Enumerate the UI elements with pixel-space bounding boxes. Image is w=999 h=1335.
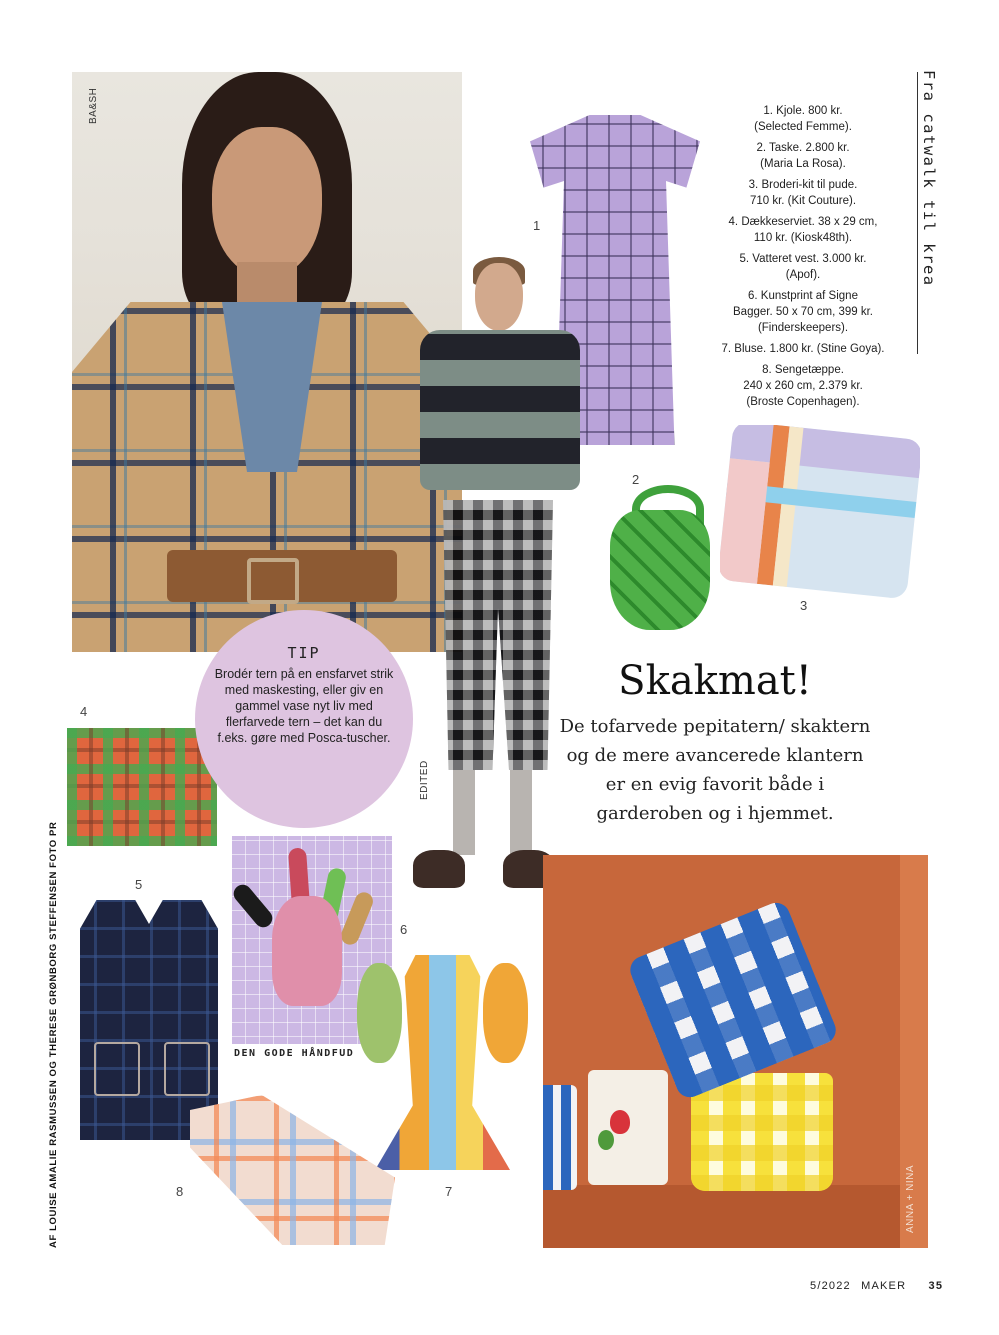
item-number-5: 5 xyxy=(135,877,143,892)
tip-box xyxy=(195,610,413,828)
headline: Skakmat! xyxy=(618,658,812,704)
photo-credit-main: BA&SH xyxy=(88,87,99,124)
runway-leg-right xyxy=(510,770,532,855)
vest-pocket-left xyxy=(94,1042,140,1096)
mugs-photo xyxy=(543,855,928,1248)
item-number-3: 3 xyxy=(800,598,808,613)
belt-buckle xyxy=(247,558,299,604)
tip-text: Brodér tern på en ensfarvet strik med maskesting, eller giv en gammel vase nyt liv med flerfarvede tern – det kan du f.eks. gøre med Posca-tuscher. xyxy=(214,667,394,745)
issue-number: 5/2022 xyxy=(810,1280,851,1292)
author-credit: AF LOUISE AMALIE RASMUSSEN OG THERESE GRØNBORG STEFFENSEN FOTO PR xyxy=(48,821,59,1248)
vest-pocket-right xyxy=(164,1042,210,1096)
yellow-check-mug xyxy=(691,1073,833,1191)
photo-credit-mugs: ANNA + NINA xyxy=(905,1164,916,1233)
photo-credit-runway: EDITED xyxy=(419,760,430,800)
print-hand xyxy=(272,896,342,1006)
striped-sweater xyxy=(420,330,580,490)
product-item-3: 3. Broderi-kit til pude. 710 kr. (Kit Couture). xyxy=(748,179,858,207)
runway-leg-left xyxy=(453,770,475,855)
blouse-sleeve-left xyxy=(357,963,402,1063)
product-item-5: 5. Vatteret vest. 3.000 kr. (Apof). xyxy=(739,253,867,281)
product-item-7: 7. Bluse. 1.800 kr. (Stine Goya). xyxy=(721,343,885,355)
green-woven-bag xyxy=(610,510,710,630)
tip-heading: TIP xyxy=(287,644,321,662)
product-blanket-photo xyxy=(190,1095,395,1245)
product-item-2: 2. Taske. 2.800 kr. (Maria La Rosa). xyxy=(756,142,850,170)
runway-shoe-left xyxy=(413,850,465,888)
model-face xyxy=(212,127,322,277)
side-heading: Fra catwalk til krea xyxy=(920,70,938,287)
product-list xyxy=(708,103,898,415)
embroidery-pillow xyxy=(720,425,920,599)
page-footer xyxy=(810,1280,943,1292)
check-blanket xyxy=(190,1095,395,1245)
shelf xyxy=(543,1185,928,1248)
item-number-8: 8 xyxy=(176,1184,184,1199)
strawberry-mug xyxy=(588,1070,668,1185)
item-number-4: 4 xyxy=(80,704,88,719)
intro-text: De tofarvede pepitatern/ skaktern og de mere avancerede klantern er en evig favorit både i garderoben og i hjemmet. xyxy=(559,716,871,824)
print-finger-4 xyxy=(232,881,276,931)
blouse-sleeve-right xyxy=(483,963,528,1063)
product-item-6: 6. Kunstprint af Signe Bagger. 50 x 70 cm, 399 kr. (Finderskeepers). xyxy=(733,290,873,334)
product-item-8: 8. Sengetæppe. 240 x 260 cm, 2.379 kr. (Broste Copenhagen). xyxy=(743,364,863,408)
item-number-1: 1 xyxy=(533,218,541,233)
product-item-1: 1. Kjole. 800 kr. (Selected Femme). xyxy=(754,105,852,133)
print-finger-3 xyxy=(338,890,375,948)
magazine-name: MAKER xyxy=(861,1280,907,1292)
item-number-6: 6 xyxy=(400,922,408,937)
blue-cup-edge xyxy=(543,1085,577,1190)
print-caption: DEN GODE HÅNDFUD xyxy=(232,1044,392,1064)
page-number: 35 xyxy=(928,1280,944,1292)
check-skirt-overlay xyxy=(443,500,553,770)
product-item-4: 4. Dækkeserviet. 38 x 29 cm, 110 kr. (Kiosk48th). xyxy=(728,216,878,244)
item-number-2: 2 xyxy=(632,472,640,487)
side-heading-rule xyxy=(917,72,918,354)
product-pillow-photo xyxy=(720,425,920,600)
product-placemat-photo xyxy=(67,728,217,846)
product-bag-photo xyxy=(610,485,710,635)
item-number-7: 7 xyxy=(445,1184,453,1199)
runway-head xyxy=(475,263,523,331)
